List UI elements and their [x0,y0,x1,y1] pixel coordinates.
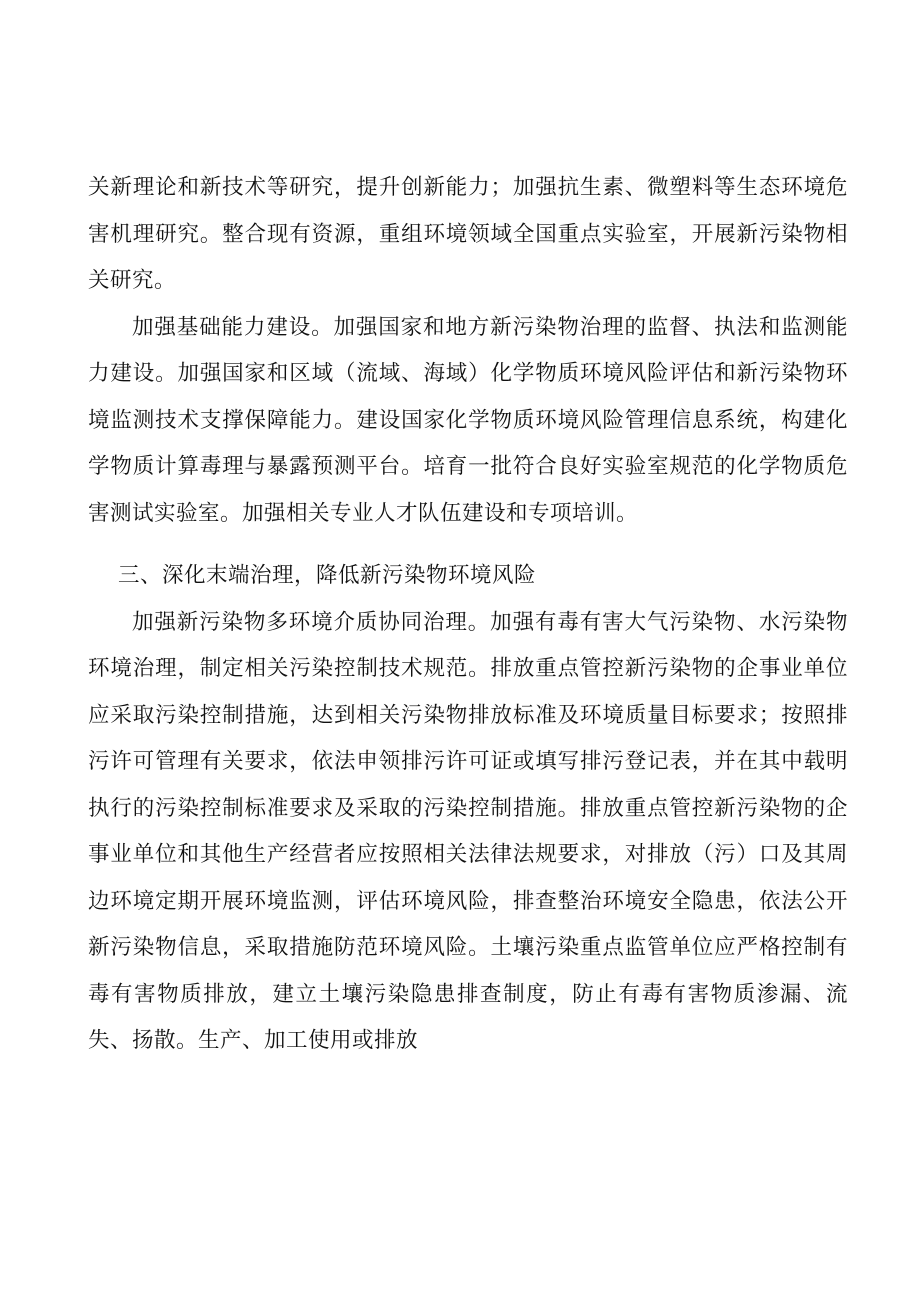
document-body [88,165,848,1065]
section-heading: 三、深化末端治理，降低新污染物环境风险 [118,563,537,588]
paragraph-multi-media-governance: 加强新污染物多环境介质协同治理。加强有毒有害大气污染物、水污染物环境治理，制定相关污染控制技术规范。排放重点管控新污染物的企事业单位应采取污染控制措施，达到相关污染物排放标准及环境质量目标要求；按照排污许可管理有关要求，依法申领排污许可证或填写排污登记表，并在其中载明执行的污染控制标准要求及采取的污染控制措施。排放重点管控新污染物的企事业单位和其他生产经营者应按照相关法律法规要求，对排放（污）口及其周边环境定期开展环境监测，评估环境风险，排查整治环境安全隐患，依法公开新污染物信息，采取措施防范环境风险。土壤污染重点监管单位应严格控制有毒有害物质排放，建立土壤污染隐患排查制度，防止有毒有害物质渗漏、流失、扬散。生产、加工使用或排放 [88,609,848,1053]
paragraph-basic-capacity: 加强基础能力建设。加强国家和地方新污染物治理的监督、执法和监测能力建设。加强国家和区域（流域、海域）化学物质环境风险评估和新污染物环境监测技术支撑保障能力。建设国家化学物质环境风险管理信息系统，构建化学物质计算毒理与暴露预测平台。培育一批符合良好实验室规范的化学物质危害测试实验室。加强相关专业人才队伍建设和专项培训。 [88,314,848,526]
paragraph-continuation: 关新理论和新技术等研究，提升创新能力；加强抗生素、微塑料等生态环境危害机理研究。整合现有资源，重组环境领域全国重点实验室，开展新污染物相关研究。 [88,175,848,293]
